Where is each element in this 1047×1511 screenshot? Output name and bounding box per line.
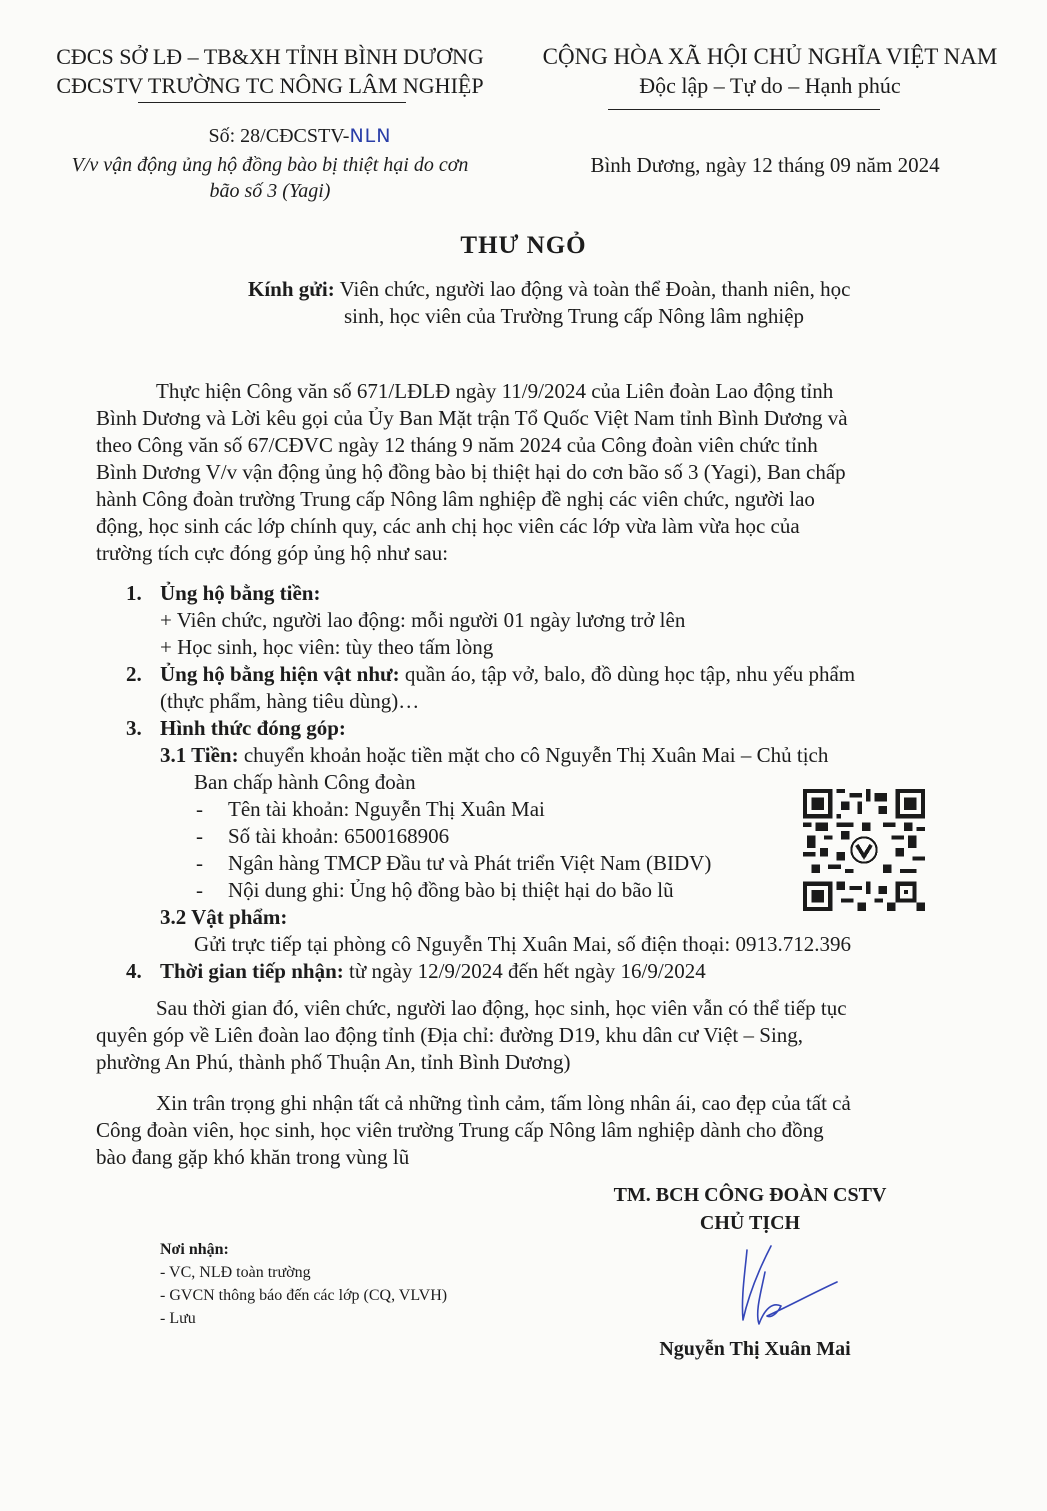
item-number: 1. (126, 581, 142, 605)
subject-line-1: V/v vận động ủng hộ đồng bào bị thiệt hại do cơn (71, 154, 469, 176)
signer-role: CHỦ TỊCH (699, 1212, 801, 1234)
thanks-paragraph (96, 1090, 942, 1171)
intro-line: hành Công đoàn trường Trung cấp Nông lâm nghiệp đề nghị các viên chức, người lao (96, 487, 815, 511)
recipients-label: Nơi nhận: (160, 1241, 229, 1258)
item-title: Hình thức đóng góp: (160, 716, 346, 740)
thanks-line: Công đoàn viên, học sinh, học viên trường Trung cấp Nông lâm nghiệp dành cho đồng (96, 1118, 824, 1142)
recipient-line-2: sinh, học viên của Trường Trung cấp Nông lâm nghiệp (344, 304, 804, 328)
signature-title (560, 1181, 940, 1237)
after-paragraph (96, 995, 942, 1076)
doc-number-handwritten: NLN (349, 125, 392, 147)
document-title: THƯ NGỎ (460, 232, 587, 259)
item-text: quần áo, tập vở, balo, đồ dùng học tập, nhu yếu phẩm (404, 662, 856, 686)
handwritten-signature (725, 1242, 845, 1332)
bank-name: Ngân hàng TMCP Đầu tư và Phát triển Việt Nam (BIDV) (228, 851, 712, 875)
list-item-goods (96, 661, 946, 715)
motto-underline (608, 109, 880, 110)
intro-line: động, học sinh các lớp chính quy, các anh chị học viên các lớp vừa làm vừa học của (96, 514, 800, 538)
bank-detail: - Nội dung ghi: Ủng hộ đồng bào bị thiệt hại do bão lũ (96, 877, 946, 904)
after-line: phường An Phú, thành phố Thuận An, tỉnh Bình Dương) (96, 1050, 571, 1074)
intro-line: trường tích cực đóng góp ủng hộ như sau: (96, 541, 449, 565)
org-line-1: CĐCS SỞ LĐ – TB&XH TỈNH BÌNH DƯƠNG (56, 44, 484, 69)
national-title: CỘNG HÒA XÃ HỘI CHỦ NGHĨA VIỆT NAM (542, 44, 998, 69)
recipients-block (160, 1238, 447, 1330)
item-text: từ ngày 12/9/2024 đến hết ngày 16/9/2024 (349, 959, 706, 983)
subitem-label: 3.2 Vật phẩm: (160, 905, 288, 929)
subitem-text-cont: Ban chấp hành Công đoàn (194, 770, 416, 794)
national-heading (525, 42, 1015, 100)
bank-detail: - Tên tài khoản: Nguyễn Thị Xuân Mai (96, 796, 946, 823)
item-title: Ủng hộ bằng tiền: (160, 581, 321, 605)
org-underline (138, 102, 406, 103)
item-number: 2. (126, 662, 142, 686)
item-sub: + Học sinh, học viên: tùy theo tấm lòng (160, 635, 494, 659)
signer-organization: TM. BCH CÔNG ĐOÀN CSTV (613, 1184, 887, 1206)
national-motto: Độc lập – Tự do – Hạnh phúc (639, 73, 901, 98)
recipient-label: Kính gửi: (248, 277, 335, 301)
account-number: Số tài khoản: 6500168906 (228, 824, 450, 848)
contribution-list (96, 580, 946, 985)
recipient-item: - GVCN thông báo đến các lớp (CQ, VLVH) (160, 1287, 448, 1304)
bank-detail: - Ngân hàng TMCP Đầu tư và Phát triển Việt Nam (BIDV) (96, 850, 946, 877)
intro-line: Bình Dương và Lời kêu gọi của Ủy Ban Mặt trận Tổ Quốc Việt Nam tỉnh Bình Dương và (96, 406, 848, 430)
doc-number-printed: Số: 28/CĐCSTV- (208, 125, 350, 147)
item-number: 4. (126, 959, 142, 983)
list-item-money (96, 580, 946, 661)
subject-line-2: bão số 3 (Yagi) (209, 180, 331, 202)
recipient-item: - Lưu (160, 1310, 196, 1327)
intro-paragraph (96, 378, 942, 567)
intro-line: Thực hiện Công văn số 671/LĐLĐ ngày 11/9/2024 của Liên đoàn Lao động tỉnh (156, 379, 834, 403)
subitem-text: Gửi trực tiếp tại phòng cô Nguyễn Thị Xuân Mai, số điện thoại: 0913.712.396 (194, 932, 851, 956)
item-sub: + Viên chức, người lao động: mỗi người 01 ngày lương trở lên (160, 608, 686, 632)
issuing-organization (30, 42, 510, 100)
after-line: quyên góp về Liên đoàn lao động tỉnh (Địa chỉ: đường D19, khu dân cư Việt – Sing, (96, 1023, 804, 1047)
intro-line: theo Công văn số 67/CĐVC ngày 12 tháng 9 năm 2024 của Công đoàn viên chức tỉnh (96, 433, 818, 457)
org-line-2: CĐCSTV TRƯỜNG TC NÔNG LÂM NGHIỆP (56, 73, 484, 98)
intro-line: Bình Dương V/v vận động ủng hộ đồng bào bị thiệt hại do cơn bão số 3 (Yagi), Ban chấp (96, 460, 846, 484)
signer-name: Nguyễn Thị Xuân Mai (659, 1338, 851, 1360)
item-title: Thời gian tiếp nhận: (160, 959, 344, 983)
recipient-item: - VC, NLĐ toàn trường (160, 1264, 311, 1281)
document-number (70, 123, 530, 149)
list-item-time (96, 958, 946, 985)
thanks-line: Xin trân trọng ghi nhận tất cả những tình cảm, tấm lòng nhân ái, cao đẹp của tất cả (156, 1091, 851, 1115)
bank-detail: - Số tài khoản: 6500168906 (96, 823, 946, 850)
subitem-text: chuyển khoản hoặc tiền mặt cho cô Nguyễn Thị Xuân Mai – Chủ tịch (243, 743, 829, 767)
item-number: 3. (126, 716, 142, 740)
thanks-line: bào đang gặp khó khăn trong vùng lũ (96, 1145, 410, 1169)
qr-code (803, 789, 925, 911)
subitem-label: 3.1 Tiền: (160, 743, 239, 767)
transfer-note: Nội dung ghi: Ủng hộ đồng bào bị thiệt hại do bão lũ (228, 878, 674, 902)
item-title: Ủng hộ bằng hiện vật như: (160, 662, 400, 686)
after-line: Sau thời gian đó, viên chức, người lao động, học sinh, học viên vẫn có thể tiếp tục (156, 996, 847, 1020)
item-text-cont: (thực phẩm, hàng tiêu dùng)… (160, 689, 420, 713)
recipient-block (248, 276, 948, 330)
place-date: Bình Dương, ngày 12 tháng 09 năm 2024 (590, 153, 940, 177)
account-name: Tên tài khoản: Nguyễn Thị Xuân Mai (228, 797, 545, 821)
recipient-line-1: Viên chức, người lao động và toàn thể Đoàn, thanh niên, học (339, 277, 851, 301)
document-subject (30, 152, 510, 204)
